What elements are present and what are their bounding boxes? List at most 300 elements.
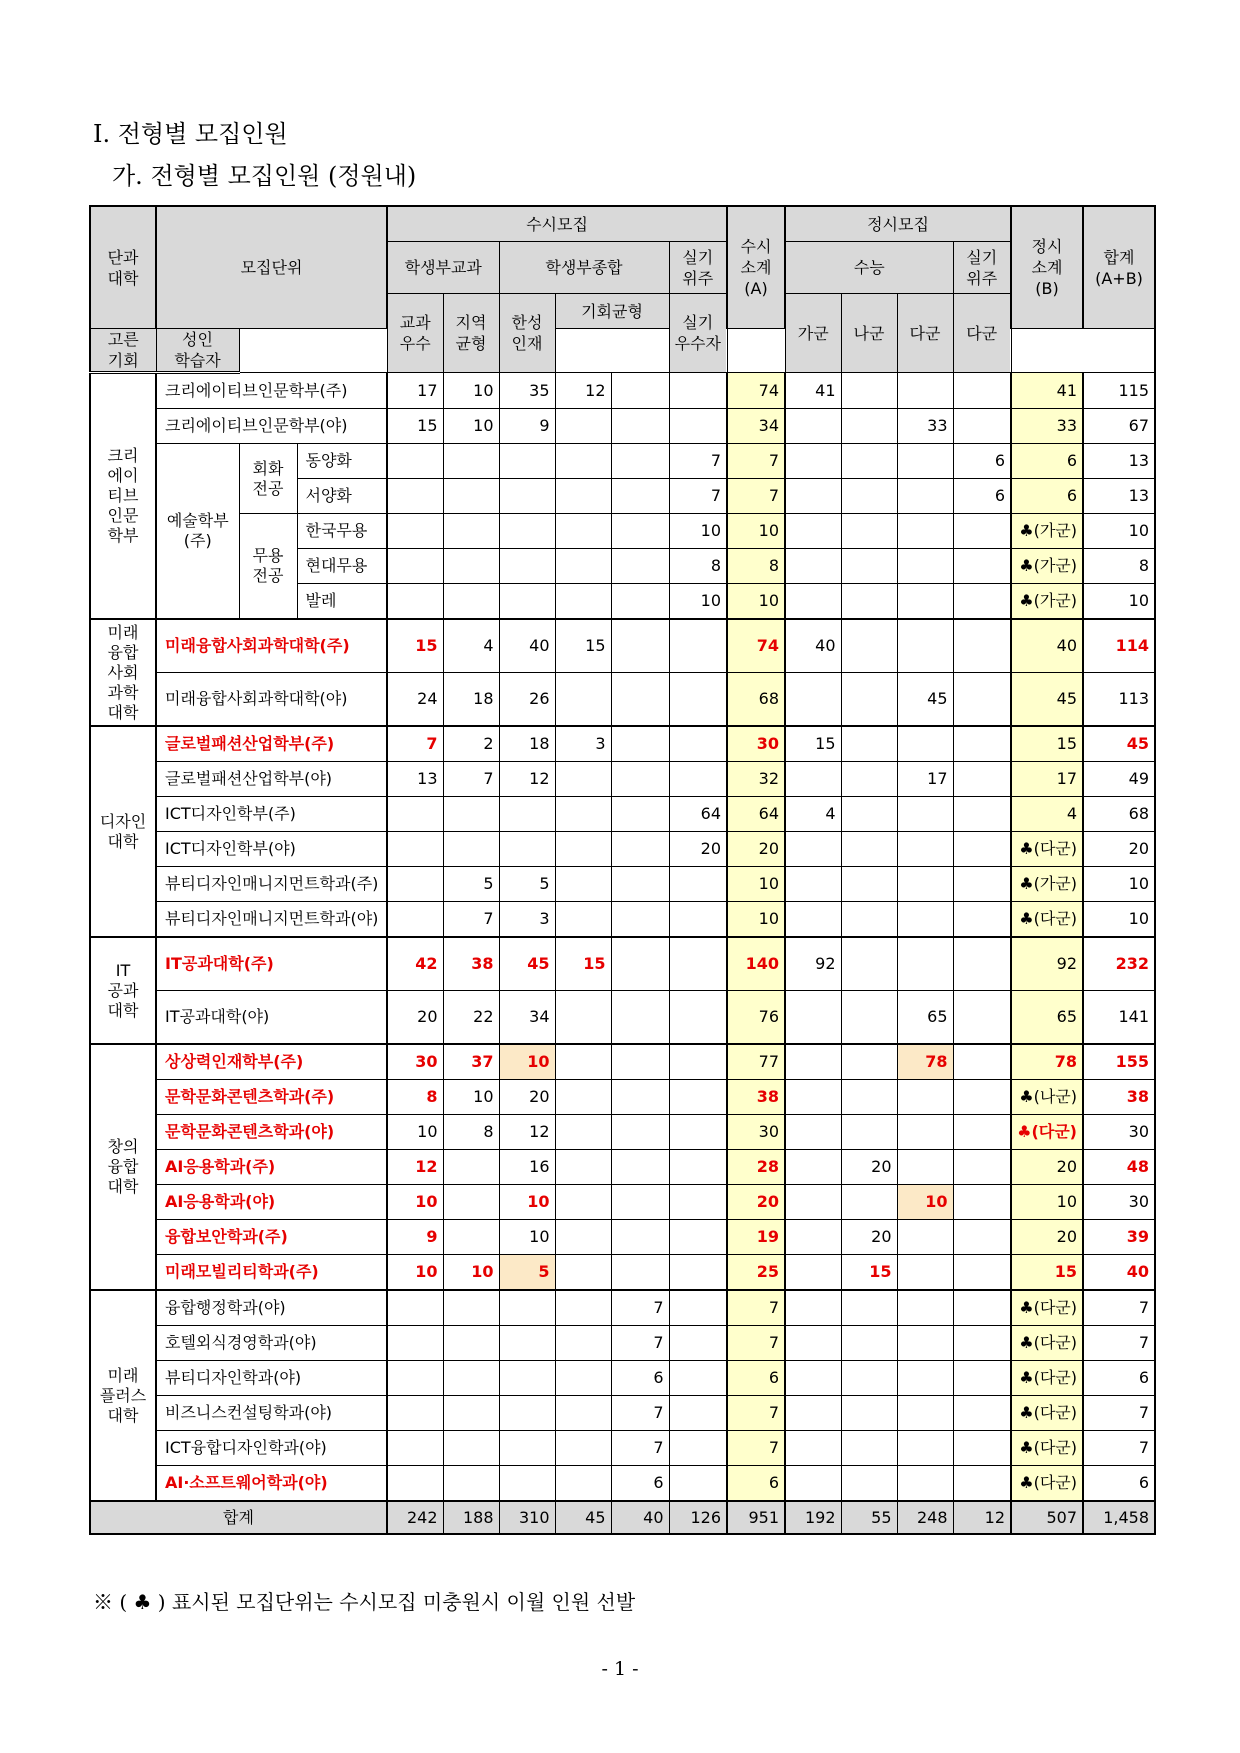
cell-c3: 10 [499,1044,555,1080]
unit-name: 융합보안학과(주) [156,1220,387,1255]
cell-n [841,1044,897,1080]
cell-c3: 9 [499,409,555,444]
cell-c5 [611,514,669,549]
cell-g [785,991,841,1045]
cell-d [897,1361,953,1396]
cell-c6 [669,1326,727,1361]
cell-c2: 10 [443,409,499,444]
table-row [90,1150,1155,1185]
table-row [90,1185,1155,1220]
cell-t: 7 [1083,1290,1155,1326]
cell-c1: 17 [387,373,443,409]
cell-c2 [443,549,499,584]
cell-c5 [611,444,669,479]
cell-c4 [555,991,611,1045]
cell-c6: 64 [669,797,727,832]
cell-c4 [555,832,611,867]
cell-d [897,1290,953,1326]
cell-d [897,1080,953,1115]
cell-d [897,549,953,584]
cell-g [785,1431,841,1466]
cell-c2 [443,1185,499,1220]
table-row [90,1396,1155,1431]
cell-n [841,619,897,673]
header-practical-focus: 실기 위주 [669,242,727,294]
cell-c6 [669,1220,727,1255]
cell-c1 [387,444,443,479]
total-c4: 45 [555,1501,611,1534]
cell-b: 41 [1011,373,1083,409]
cell-c4: 3 [555,726,611,762]
cell-c6 [669,867,727,902]
unit-name: 글로벌패션산업학부(주) [156,726,387,762]
cell-b: ♣(다군) [1011,1361,1083,1396]
cell-c6 [669,991,727,1045]
cell-a: 7 [727,1326,785,1361]
cell-g [785,902,841,938]
cell-c4 [555,584,611,620]
cell-s [953,726,1011,762]
cell-n [841,1080,897,1115]
cell-a: 7 [727,1290,785,1326]
table-row [90,1290,1155,1326]
header-ga: 가군 [785,294,841,373]
cell-c6: 20 [669,832,727,867]
cell-b: 65 [1011,991,1083,1045]
unit-name: 문학문화콘텐츠학과(야) [156,1115,387,1150]
cell-n [841,584,897,620]
cell-c3: 16 [499,1150,555,1185]
cell-c3: 10 [499,1220,555,1255]
cell-a: 19 [727,1220,785,1255]
college-future-plus: 미래 플러스 대학 [90,1290,156,1501]
cell-n [841,867,897,902]
cell-b: ♣(가군) [1011,514,1083,549]
cell-c5 [611,902,669,938]
cell-c4 [555,1115,611,1150]
cell-t: 113 [1083,673,1155,727]
cell-b: 6 [1011,479,1083,514]
cell-c2: 5 [443,867,499,902]
cell-b: 78 [1011,1044,1083,1080]
cell-a: 6 [727,1361,785,1396]
unit-name: 비즈니스컨설팅학과(야) [156,1396,387,1431]
cell-b: ♣(가군) [1011,867,1083,902]
cell-d [897,937,953,991]
table-row [90,1361,1155,1396]
cell-c2 [443,1466,499,1502]
cell-s [953,619,1011,673]
cell-c4 [555,1290,611,1326]
cell-d [897,902,953,938]
cell-t: 45 [1083,726,1155,762]
cell-t: 10 [1083,902,1155,938]
cell-c5 [611,832,669,867]
cell-c6 [669,762,727,797]
cell-c3: 45 [499,937,555,991]
cell-n [841,373,897,409]
cell-b: 10 [1011,1185,1083,1220]
cell-s [953,1080,1011,1115]
cell-c1 [387,1431,443,1466]
table-row [90,902,1155,938]
total-s: 12 [953,1501,1011,1534]
cell-c1: 15 [387,619,443,673]
cell-a: 140 [727,937,785,991]
cell-t: 155 [1083,1044,1155,1080]
cell-t: 30 [1083,1185,1155,1220]
unit-name: 뷰티디자인매니지먼트학과(야) [156,902,387,938]
cell-s [953,409,1011,444]
cell-c6 [669,1185,727,1220]
cell-c1 [387,1396,443,1431]
header-jeongsi: 정시모집 [785,206,1011,242]
table-row [90,832,1155,867]
cell-s [953,832,1011,867]
cell-c6 [669,902,727,938]
cell-t: 49 [1083,762,1155,797]
cell-c2: 10 [443,1080,499,1115]
cell-c1: 9 [387,1220,443,1255]
cell-n [841,549,897,584]
cell-c6 [669,726,727,762]
cell-c1 [387,1290,443,1326]
table-row [90,673,1155,727]
cell-d [897,1220,953,1255]
total-t: 1,458 [1083,1501,1155,1534]
cell-g [785,1361,841,1396]
cell-c1: 13 [387,762,443,797]
cell-g [785,1396,841,1431]
cell-n [841,902,897,938]
cell-c5 [611,584,669,620]
cell-c3: 12 [499,762,555,797]
cell-s [953,1044,1011,1080]
cell-t: 141 [1083,991,1155,1045]
total-c1: 242 [387,1501,443,1534]
cell-c3: 40 [499,619,555,673]
cell-a: 32 [727,762,785,797]
cell-c2: 18 [443,673,499,727]
table-row [90,373,1155,409]
cell-s [953,584,1011,620]
cell-s [953,937,1011,991]
table-row [90,1115,1155,1150]
cell-c6 [669,1361,727,1396]
cell-c1: 20 [387,991,443,1045]
cell-c5: 7 [611,1431,669,1466]
cell-a: 10 [727,902,785,938]
cell-c2: 10 [443,1255,499,1291]
total-d: 248 [897,1501,953,1534]
cell-c1 [387,514,443,549]
cell-c1: 24 [387,673,443,727]
cell-c4 [555,1431,611,1466]
cell-c5 [611,1080,669,1115]
cell-c6 [669,373,727,409]
cell-s [953,1466,1011,1502]
cell-c3 [499,514,555,549]
cell-c1: 15 [387,409,443,444]
cell-c6 [669,1044,727,1080]
cell-c4 [555,479,611,514]
cell-n [841,1396,897,1431]
total-c6: 126 [669,1501,727,1534]
cell-c6 [669,619,727,673]
cell-c6 [669,1255,727,1291]
cell-s [953,762,1011,797]
unit-name: ICT융합디자인학과(야) [156,1431,387,1466]
cell-n [841,1466,897,1502]
cell-n [841,1185,897,1220]
cell-c4 [555,1326,611,1361]
cell-c5: 7 [611,1396,669,1431]
cell-t: 38 [1083,1080,1155,1115]
cell-c3 [499,1361,555,1396]
cell-c3 [499,1466,555,1502]
unit-name: IT공과대학(주) [156,937,387,991]
cell-d: 65 [897,991,953,1045]
cell-c6: 7 [669,479,727,514]
cell-b: 6 [1011,444,1083,479]
cell-c6: 10 [669,514,727,549]
cell-a: 76 [727,991,785,1045]
cell-c3 [499,1290,555,1326]
unit-name: 발레 [297,584,387,620]
cell-c1 [387,549,443,584]
cell-n [841,514,897,549]
cell-t: 7 [1083,1326,1155,1361]
cell-c4 [555,902,611,938]
unit-name: 동양화 [297,444,387,479]
cell-a: 30 [727,1115,785,1150]
cell-b: 17 [1011,762,1083,797]
cell-g: 40 [785,619,841,673]
cell-b: 20 [1011,1220,1083,1255]
cell-a: 10 [727,584,785,620]
cell-t: 67 [1083,409,1155,444]
cell-c4 [555,549,611,584]
cell-b: ♣(다군) [1011,1466,1083,1502]
cell-c2 [443,1396,499,1431]
footnote: ※ ( ♣ ) 표시된 모집단위는 수시모집 미충원시 이월 인원 선발 [93,1590,636,1614]
header-practical-focus2: 실기 위주 [953,242,1011,294]
cell-d [897,1150,953,1185]
cell-c4 [555,1396,611,1431]
cell-s [953,514,1011,549]
cell-g [785,1326,841,1361]
cell-c2 [443,1150,499,1185]
cell-n [841,1431,897,1466]
cell-n [841,991,897,1045]
header-student-record: 학생부교과 [387,242,499,294]
cell-c4 [555,409,611,444]
cell-c3: 18 [499,726,555,762]
cell-c2 [443,479,499,514]
cell-s: 6 [953,479,1011,514]
header-silgi: 실기 우수자 [669,294,727,373]
cell-t: 8 [1083,549,1155,584]
cell-c1 [387,1361,443,1396]
header-goreun: 고른 기회 [90,329,156,373]
cell-g [785,549,841,584]
cell-s [953,373,1011,409]
cell-c2: 37 [443,1044,499,1080]
cell-g [785,1150,841,1185]
cell-c5 [611,1044,669,1080]
unit-name: AI·소프트웨어학과(야) [156,1466,387,1502]
cell-a: 20 [727,1185,785,1220]
cell-c6 [669,1115,727,1150]
cell-c2 [443,832,499,867]
cell-d [897,479,953,514]
cell-c1 [387,867,443,902]
cell-c1 [387,902,443,938]
cell-c1 [387,479,443,514]
cell-n [841,409,897,444]
unit-name: 융합행정학과(야) [156,1290,387,1326]
cell-c3 [499,832,555,867]
cell-n [841,797,897,832]
cell-g: 41 [785,373,841,409]
header-jiyeok: 지역 균형 [443,294,499,373]
cell-a: 7 [727,444,785,479]
cell-c6 [669,1290,727,1326]
cell-s [953,1185,1011,1220]
unit-name: 크리에이티브인문학부(야) [156,409,387,444]
cell-c1: 30 [387,1044,443,1080]
header-student-comprehensive: 학생부종합 [499,242,669,294]
header-total: 합계 (A+B) [1083,206,1155,329]
cell-t: 232 [1083,937,1155,991]
unit-name: 상상력인재학부(주) [156,1044,387,1080]
cell-b: 92 [1011,937,1083,991]
college-changui: 창의 융합 대학 [90,1044,156,1290]
cell-s [953,797,1011,832]
cell-g [785,584,841,620]
cell-c5 [611,1150,669,1185]
cell-a: 7 [727,479,785,514]
cell-t: 48 [1083,1150,1155,1185]
header-susi: 수시모집 [387,206,727,242]
unit-name: 뷰티디자인매니지먼트학과(주) [156,867,387,902]
cell-c2: 38 [443,937,499,991]
cell-c5 [611,762,669,797]
cell-b: 45 [1011,673,1083,727]
cell-t: 114 [1083,619,1155,673]
cell-b: ♣(다군) [1011,1396,1083,1431]
cell-d [897,832,953,867]
cell-d [897,1255,953,1291]
cell-t: 20 [1083,832,1155,867]
total-c5: 40 [611,1501,669,1534]
cell-c5 [611,673,669,727]
cell-n [841,762,897,797]
cell-c5 [611,409,669,444]
header-suneung: 수능 [785,242,953,294]
cell-d: 17 [897,762,953,797]
cell-c3: 20 [499,1080,555,1115]
cell-c6: 10 [669,584,727,620]
cell-c3: 12 [499,1115,555,1150]
cell-a: 30 [727,726,785,762]
cell-c1 [387,1466,443,1502]
cell-n [841,1361,897,1396]
cell-n [841,479,897,514]
unit-name: 글로벌패션산업학부(야) [156,762,387,797]
cell-s [953,1290,1011,1326]
header-unit: 모집단위 [156,206,387,329]
cell-c3 [499,549,555,584]
cell-c5: 6 [611,1466,669,1502]
cell-c2: 8 [443,1115,499,1150]
cell-t: 10 [1083,584,1155,620]
cell-c2: 7 [443,762,499,797]
cell-c5 [611,726,669,762]
table-row [90,1466,1155,1502]
total-row [90,1501,1155,1534]
cell-d: 10 [897,1185,953,1220]
cell-c4 [555,867,611,902]
cell-c3: 26 [499,673,555,727]
cell-d [897,514,953,549]
table-row [90,762,1155,797]
cell-t: 7 [1083,1431,1155,1466]
cell-d [897,867,953,902]
cell-c2 [443,1431,499,1466]
cell-c4 [555,762,611,797]
cell-c4 [555,1080,611,1115]
cell-b: 40 [1011,619,1083,673]
unit-name: ICT디자인학부(주) [156,797,387,832]
unit-name: IT공과대학(야) [156,991,387,1045]
cell-c3: 10 [499,1185,555,1220]
cell-c3 [499,1396,555,1431]
cell-s [953,673,1011,727]
unit-name: 미래모빌리티학과(주) [156,1255,387,1291]
header-da2: 다군 [953,294,1011,373]
unit-name: ICT디자인학부(야) [156,832,387,867]
cell-b: 15 [1011,726,1083,762]
cell-c5 [611,797,669,832]
unit-name: AI응용학과(주) [156,1150,387,1185]
unit-name: 문학문화콘텐츠학과(주) [156,1080,387,1115]
table-row [90,726,1155,762]
cell-g [785,1255,841,1291]
table-row [90,1080,1155,1115]
total-a: 951 [727,1501,785,1534]
cell-g [785,479,841,514]
unit-name: 한국무용 [297,514,387,549]
cell-c4 [555,444,611,479]
cell-d [897,444,953,479]
cell-n [841,832,897,867]
cell-c6 [669,673,727,727]
cell-s [953,1150,1011,1185]
cell-n [841,444,897,479]
unit-name: 뷰티디자인학과(야) [156,1361,387,1396]
cell-n [841,726,897,762]
cell-n: 20 [841,1150,897,1185]
cell-d: 45 [897,673,953,727]
header-adult: 성인 학습자 [156,329,239,373]
cell-d [897,797,953,832]
cell-c6: 7 [669,444,727,479]
cell-c1: 12 [387,1150,443,1185]
cell-c1: 10 [387,1255,443,1291]
table-row [90,1220,1155,1255]
cell-c2 [443,514,499,549]
